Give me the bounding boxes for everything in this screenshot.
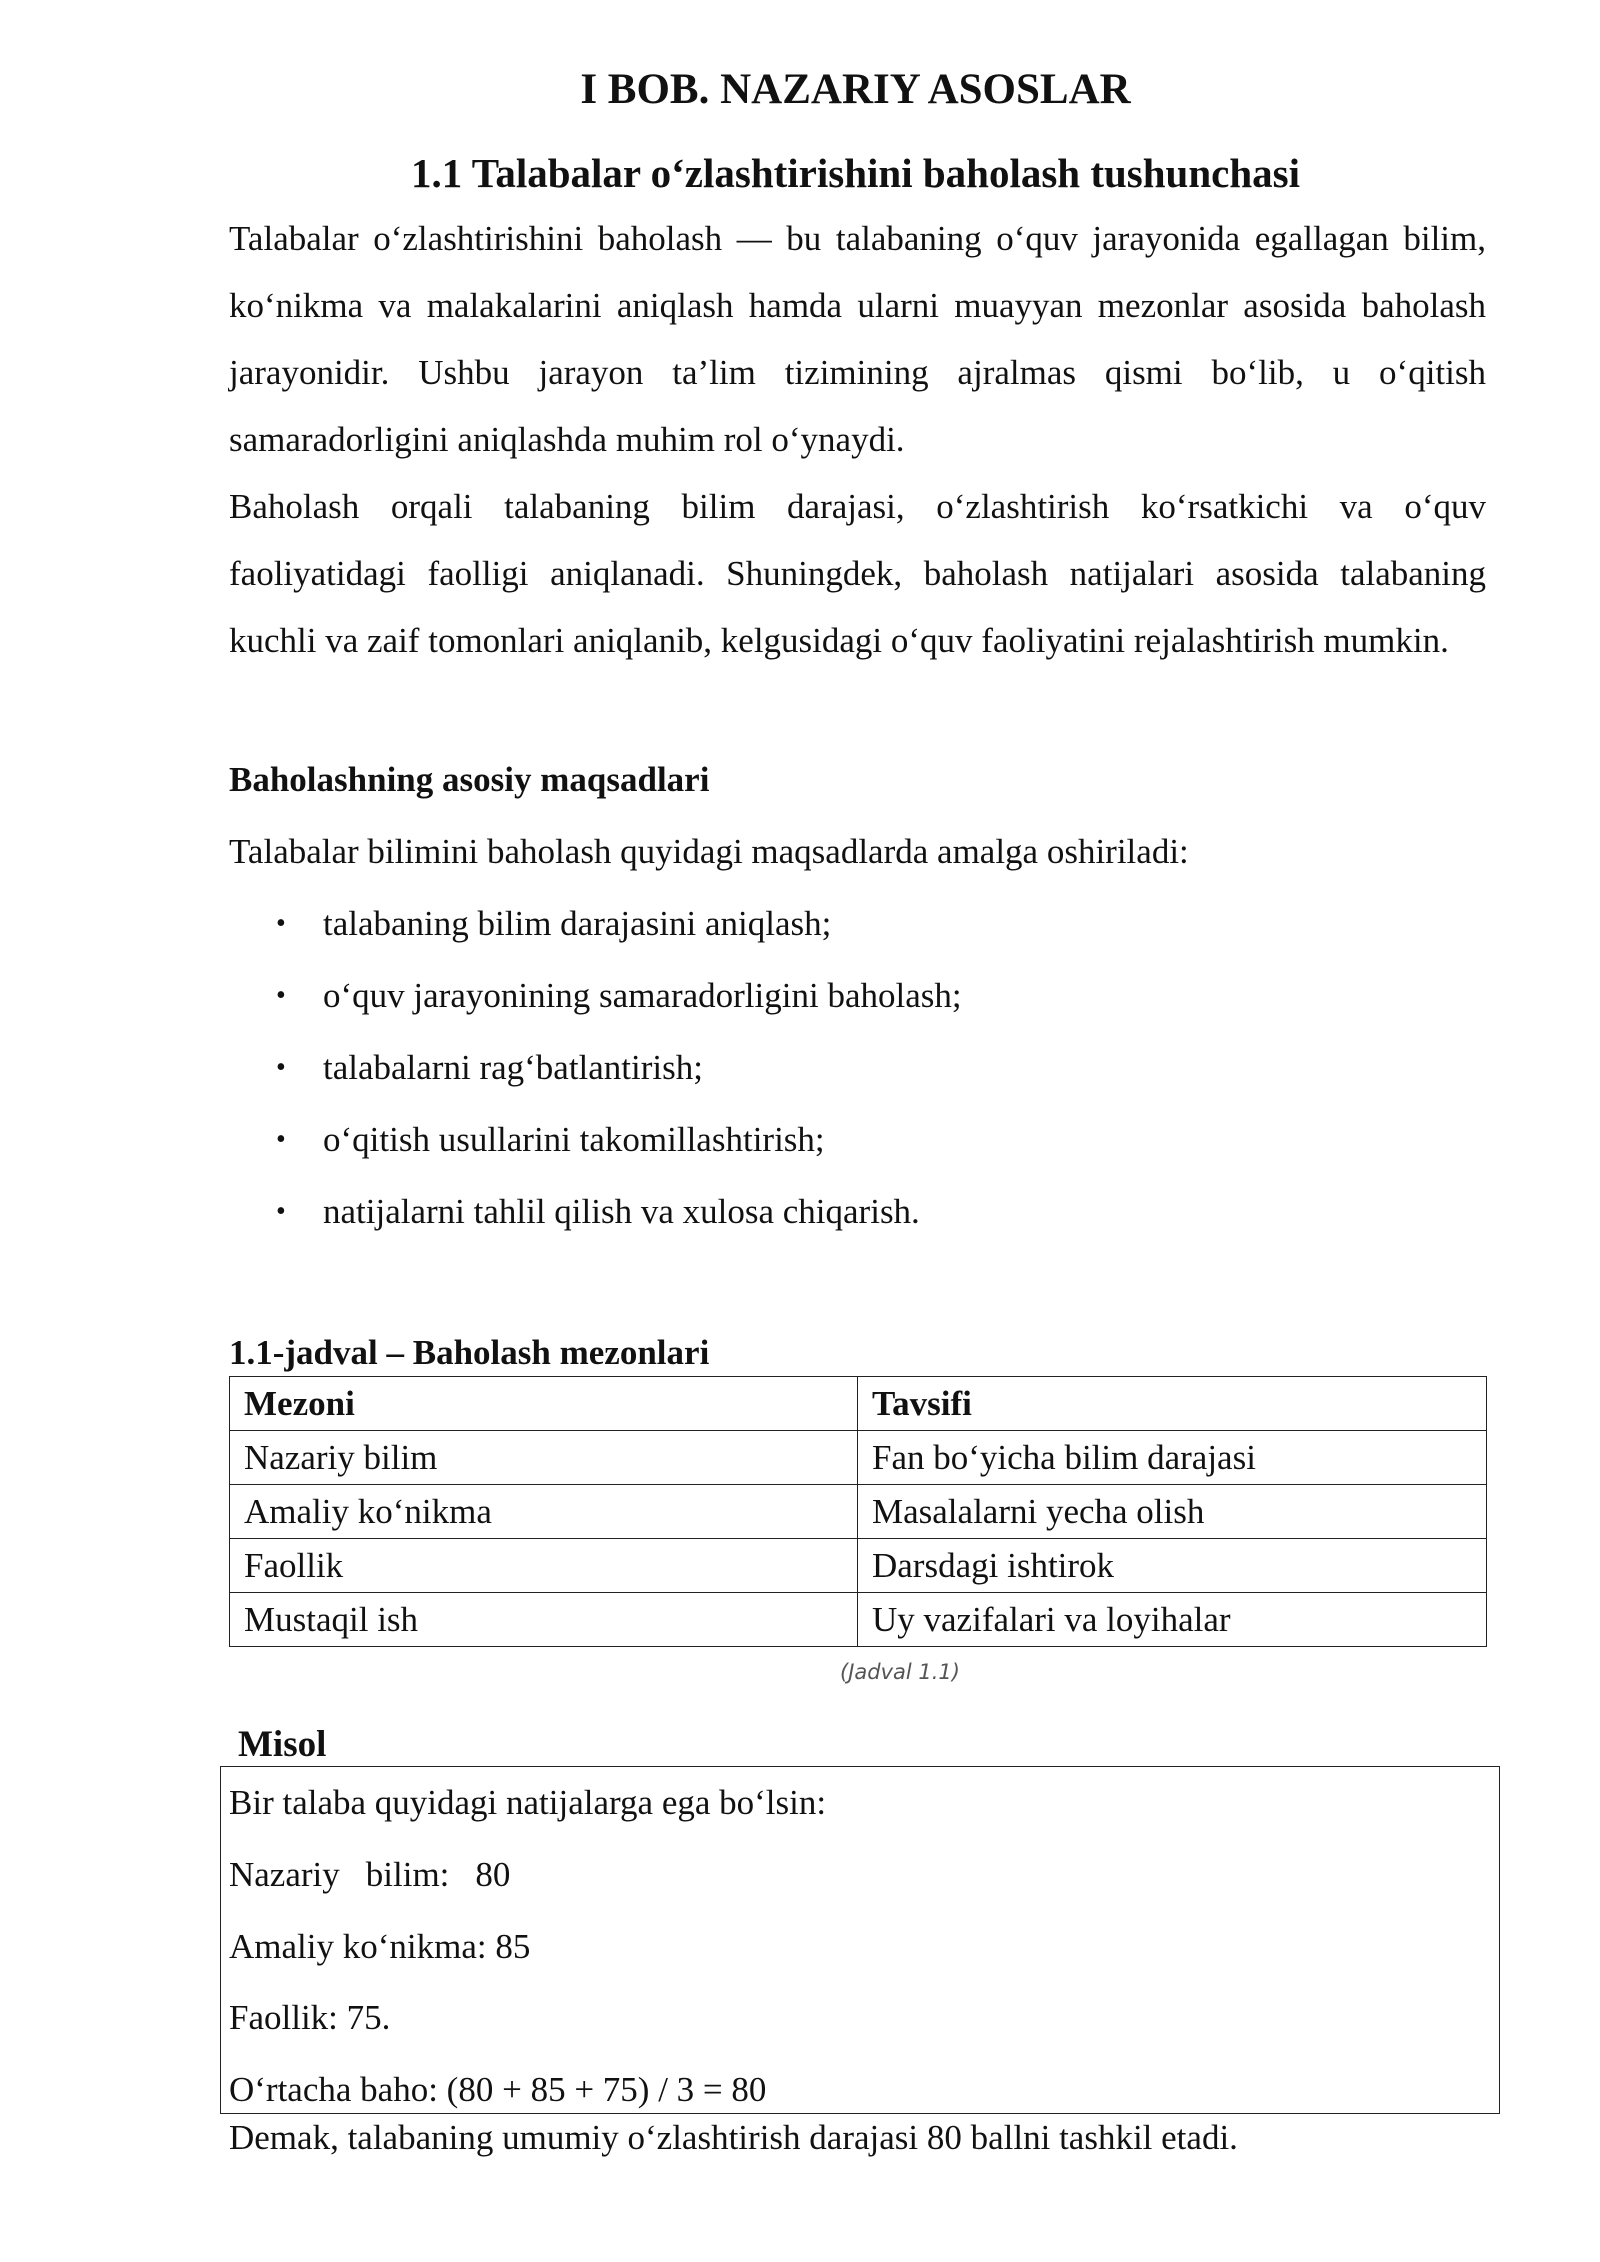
table-cell: Nazariy bilim (230, 1431, 858, 1485)
example-activity: Faollik: 75. (229, 1998, 391, 2037)
table-header-row (230, 1377, 1487, 1431)
list-item (229, 1040, 962, 1112)
list-item-text: natijalarni tahlil qilish va xulosa chiqarish. (323, 1192, 920, 1231)
list-item (229, 1184, 962, 1256)
table-caption: 1.1-jadval – Baholash mezonlari (229, 1333, 710, 1372)
criteria-table (229, 1376, 1487, 1647)
list-item (229, 1112, 962, 1184)
list-item-text: o‘quv jarayonining samaradorligini baholash; (323, 976, 962, 1015)
table-row (230, 1593, 1487, 1647)
list-item-text: o‘qitish usullarini takomillashtirish; (323, 1120, 825, 1159)
table-row (230, 1431, 1487, 1485)
table-cell: Darsdagi ishtirok (858, 1539, 1487, 1593)
conclusion-text: Demak, talabaning umumiy o‘zlashtirish darajasi 80 ballni tashkil etadi. (229, 2118, 1238, 2157)
table-cell: Amaliy ko‘nikma (230, 1485, 858, 1539)
theory-value: 80 (475, 1855, 511, 1894)
section-title: 1.1 Talabalar o‘zlashtirishini baholash tushunchasi (410, 150, 1301, 196)
table-cell: Fan bo‘yicha bilim darajasi (858, 1431, 1487, 1485)
example-title: Misol (238, 1724, 327, 1765)
example-average: O‘rtacha baho: (80 + 85 + 75) / 3 = 80 (229, 2070, 767, 2109)
table-row (230, 1539, 1487, 1593)
theory-label-word-1: Nazariy (229, 1855, 340, 1894)
table-cell: Faollik (230, 1539, 858, 1593)
goals-intro: Talabalar bilimini baholash quyidagi maqsadlarda amalga oshiriladi: (229, 832, 1189, 871)
table-cell: Uy vazifalari va loyihalar (858, 1593, 1487, 1647)
list-item (229, 896, 962, 968)
paragraph-2: Baholash orqali talabaning bilim darajasi, o‘zlashtirish ko‘rsatkichi va o‘quv faoliyatidagi faolligi aniqlanadi. Shuningdek, baholash natijalari asosida talabaning kuchli va zaif tomonlari aniqlanib, kelgusidagi o‘quv faoliyatini rejalashtirish mumkin. (229, 487, 1486, 660)
table-cell: Masalalarni yecha olish (858, 1485, 1487, 1539)
bullet-icon: • (276, 1196, 286, 1227)
table-header-cell: Tavsifi (858, 1377, 1487, 1431)
goals-list (229, 896, 962, 1256)
table-row (230, 1485, 1487, 1539)
bullet-icon: • (276, 1124, 286, 1155)
bullet-icon: • (276, 980, 286, 1011)
bullet-icon: • (276, 1052, 286, 1083)
list-item-text: talabaning bilim darajasini aniqlash; (323, 904, 832, 943)
goals-heading: Baholashning asosiy maqsadlari (229, 760, 710, 799)
example-practice: Amaliy ko‘nikma: 85 (229, 1927, 531, 1966)
table-header-cell: Mezoni (230, 1377, 858, 1431)
example-theory (229, 1847, 510, 1903)
table-note: (Jadval 1.1) (840, 1660, 960, 1684)
example-intro: Bir talaba quyidagi natijalarga ega bo‘lsin: (229, 1783, 827, 1822)
table-cell: Mustaqil ish (230, 1593, 858, 1647)
bullet-icon: • (276, 908, 286, 939)
theory-label-word-2: bilim: (365, 1855, 450, 1894)
list-item (229, 968, 962, 1040)
list-item-text: talabalarni rag‘batlantirish; (323, 1048, 703, 1087)
chapter-title: I BOB. NAZARIY ASOSLAR (580, 66, 1131, 113)
paragraph-1: Talabalar o‘zlashtirishini baholash — bu talabaning o‘quv jarayonida egallagan bilim, ko‘nikma va malakalarini aniqlash hamda ularni muayyan mezonlar asosida baholash jarayonidir. Ushbu jarayon ta’lim tizimining ajralmas qismi bo‘lib, u o‘qitish samaradorligini aniqlashda muhim rol o‘ynaydi. (229, 219, 1486, 459)
